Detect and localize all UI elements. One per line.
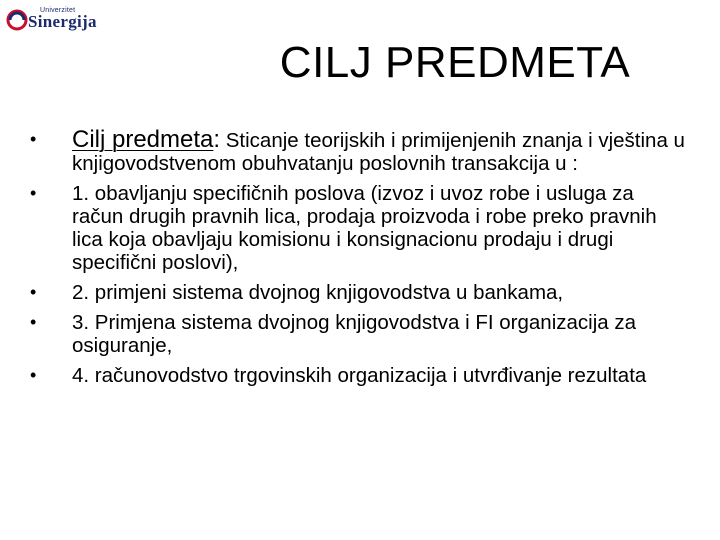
- bullet-icon: •: [30, 365, 37, 385]
- university-logo: [6, 4, 96, 32]
- logo-name-text: Sinergija: [28, 12, 97, 31]
- logo-small-text: Univerzitet: [40, 7, 76, 14]
- list-item-intro: [28, 128, 688, 175]
- intro-text: Sticanje teorijskih i primijenjenih znanja i vještina u knjigovodstvenom obuhvatanju poslovnih transakcija u :: [72, 129, 685, 175]
- bullet-list: [28, 128, 688, 394]
- list-item: [28, 311, 688, 357]
- bullet-icon: •: [30, 282, 37, 302]
- sinergija-logo-icon: [6, 9, 28, 31]
- list-item: [28, 182, 688, 274]
- intro-separator: :: [213, 126, 221, 153]
- list-item-text: 3. Primjena sistema dvojnog knjigovodstva i FI organizacija za osiguranje,: [72, 311, 637, 357]
- list-item-text: 1. obavljanju specifičnih poslova (izvoz i uvoz robe i usluga za račun drugih pravnih lica, prodaja proizvoda i robe preko pravnih lica koja obavljaju komisionu i konsignacionu prodaju i drugi specifični poslovi),: [72, 182, 657, 274]
- bullet-icon: •: [30, 129, 37, 149]
- list-item: [28, 281, 688, 304]
- intro-term: Cilj predmeta: [72, 126, 214, 153]
- list-item: [28, 364, 688, 387]
- bullet-icon: •: [30, 183, 37, 203]
- list-item-text: 4. računovodstvo trgovinskih organizacija i utvrđivanje rezultata: [72, 364, 647, 387]
- bullet-icon: •: [30, 312, 37, 332]
- list-item-text: 2. primjeni sistema dvojnog knjigovodstva u bankama,: [72, 281, 564, 304]
- slide-title: CILJ PREDMETA: [279, 38, 631, 87]
